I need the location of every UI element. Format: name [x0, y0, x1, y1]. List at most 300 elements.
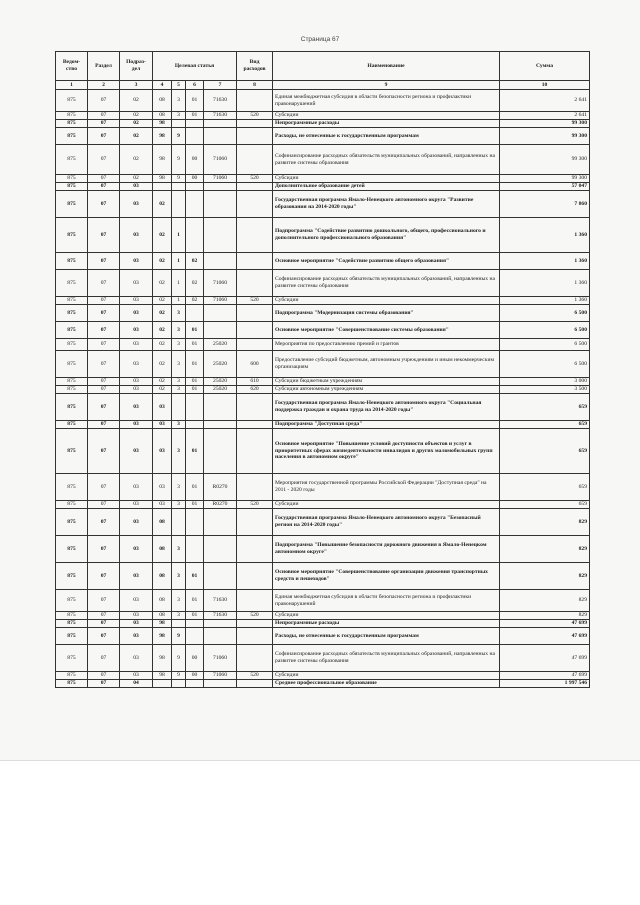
section-cell: 07 [88, 218, 120, 253]
direction-cell: 71060 [204, 645, 237, 672]
activity-cell: 00 [186, 672, 204, 680]
dept-cell: 875 [56, 590, 88, 612]
dept-cell: 875 [56, 612, 88, 620]
name-cell: Государственная программа Ямало-Ненецкого автономного округа "Развитие образования на 2014-2020 годы" [273, 191, 500, 218]
section-cell: 07 [88, 145, 120, 175]
section-cell: 07 [88, 305, 120, 322]
subprogram-cell: 1 [172, 218, 186, 253]
exp-type-cell [237, 620, 273, 628]
col-header-dept: Ведом-ство [56, 52, 88, 81]
exp-type-cell [237, 645, 273, 672]
name-cell: Непрограммные расходы [273, 120, 500, 128]
name-cell: Субсидии [273, 672, 500, 680]
subprogram-cell: 3 [172, 612, 186, 620]
activity-cell: 00 [186, 175, 204, 183]
table-row [56, 322, 590, 339]
name-cell: Субсидии автономным учреждениям [273, 386, 500, 394]
section-cell: 07 [88, 386, 120, 394]
subsection-cell: 03 [120, 378, 153, 386]
subprogram-cell: 9 [172, 145, 186, 175]
subprogram-cell: 3 [172, 536, 186, 563]
table-row [56, 339, 590, 351]
subprogram-cell: 3 [172, 421, 186, 429]
subsection-cell: 03 [120, 563, 153, 590]
subprogram-cell: 3 [172, 90, 186, 112]
exp-type-cell: 520 [237, 297, 273, 305]
name-cell: Государственная программа Ямало-Ненецкого автономного округа "Социальная поддержка граждан и охрана труда на 2014-2020 годы" [273, 394, 500, 421]
amount-cell: 659 [500, 501, 590, 509]
exp-type-cell [237, 191, 273, 218]
activity-cell [186, 305, 204, 322]
direction-cell: R0270 [204, 501, 237, 509]
column-number: 3 [120, 81, 153, 90]
amount-cell: 47 699 [500, 620, 590, 628]
amount-cell: 2 641 [500, 90, 590, 112]
subprogram-cell [172, 680, 186, 688]
amount-cell: 57 047 [500, 183, 590, 191]
amount-cell: 47 699 [500, 645, 590, 672]
subsection-cell: 02 [120, 120, 153, 128]
exp-type-cell [237, 90, 273, 112]
subsection-cell: 03 [120, 645, 153, 672]
section-cell: 07 [88, 339, 120, 351]
col-header-target: Целевая статья [153, 52, 237, 81]
exp-type-cell [237, 120, 273, 128]
subprogram-cell: 3 [172, 563, 186, 590]
exp-type-cell [237, 145, 273, 175]
dept-cell: 875 [56, 191, 88, 218]
subprogram-cell: 3 [172, 351, 186, 378]
exp-type-cell: 610 [237, 378, 273, 386]
section-cell: 07 [88, 620, 120, 628]
column-number: 6 [186, 81, 204, 90]
section-cell: 07 [88, 128, 120, 145]
table-row [56, 612, 590, 620]
direction-cell: 25020 [204, 339, 237, 351]
amount-cell: 2 641 [500, 112, 590, 120]
amount-cell: 6 500 [500, 305, 590, 322]
amount-cell: 99 300 [500, 145, 590, 175]
subprogram-cell: 3 [172, 429, 186, 474]
name-cell: Непрограммные расходы [273, 620, 500, 628]
subprogram-cell: 9 [172, 645, 186, 672]
program-cell: 02 [153, 253, 172, 270]
subprogram-cell [172, 509, 186, 536]
dept-cell: 875 [56, 175, 88, 183]
activity-cell: 01 [186, 339, 204, 351]
subsection-cell: 03 [120, 322, 153, 339]
program-cell: 08 [153, 112, 172, 120]
dept-cell: 875 [56, 183, 88, 191]
dept-cell: 875 [56, 501, 88, 509]
subprogram-cell [172, 183, 186, 191]
activity-cell: 00 [186, 145, 204, 175]
dept-cell: 875 [56, 620, 88, 628]
page-number: Страница 67 [300, 36, 340, 43]
subprogram-cell: 1 [172, 253, 186, 270]
section-cell: 07 [88, 612, 120, 620]
exp-type-cell [237, 563, 273, 590]
section-cell: 07 [88, 429, 120, 474]
program-cell: 03 [153, 474, 172, 501]
subsection-cell: 03 [120, 509, 153, 536]
name-cell: Единая межбюджетная субсидия в области безопасности региона и профилактики правонарушений [273, 590, 500, 612]
subprogram-cell: 3 [172, 339, 186, 351]
activity-cell: 01 [186, 386, 204, 394]
subsection-cell: 03 [120, 297, 153, 305]
activity-cell: 00 [186, 645, 204, 672]
exp-type-cell: 520 [237, 501, 273, 509]
section-cell: 07 [88, 501, 120, 509]
section-cell: 07 [88, 112, 120, 120]
subsection-cell: 03 [120, 253, 153, 270]
exp-type-cell [237, 128, 273, 145]
amount-cell: 659 [500, 394, 590, 421]
direction-cell [204, 305, 237, 322]
activity-cell: 01 [186, 563, 204, 590]
direction-cell: 71060 [204, 672, 237, 680]
dept-cell: 875 [56, 429, 88, 474]
dept-cell: 875 [56, 120, 88, 128]
table-row [56, 509, 590, 536]
dept-cell: 875 [56, 218, 88, 253]
subsection-cell: 02 [120, 90, 153, 112]
column-number: 7 [204, 81, 237, 90]
table-row [56, 394, 590, 421]
table-row [56, 128, 590, 145]
col-header-section: Раздел [88, 52, 120, 81]
name-cell: Субсидии [273, 501, 500, 509]
amount-cell: 6 500 [500, 322, 590, 339]
program-cell: 08 [153, 612, 172, 620]
exp-type-cell [237, 183, 273, 191]
program-cell: 98 [153, 128, 172, 145]
exp-type-cell [237, 590, 273, 612]
amount-cell: 829 [500, 612, 590, 620]
name-cell: Подпрограмма "Доступная среда" [273, 421, 500, 429]
exp-type-cell [237, 680, 273, 688]
name-cell: Основное мероприятие "Совершенствование организации движения транспортных средств и пешеходов" [273, 563, 500, 590]
activity-cell [186, 218, 204, 253]
dept-cell: 875 [56, 112, 88, 120]
subsection-cell: 02 [120, 145, 153, 175]
dept-cell: 875 [56, 339, 88, 351]
subprogram-cell: 9 [172, 672, 186, 680]
amount-cell: 6 500 [500, 351, 590, 378]
subsection-cell: 03 [120, 351, 153, 378]
subsection-cell: 03 [120, 628, 153, 645]
program-cell: 03 [153, 394, 172, 421]
program-cell: 02 [153, 297, 172, 305]
program-cell: 08 [153, 90, 172, 112]
subprogram-cell: 1 [172, 297, 186, 305]
dept-cell: 875 [56, 90, 88, 112]
section-cell: 07 [88, 672, 120, 680]
column-number: 4 [153, 81, 172, 90]
name-cell: Среднее профессиональное образование [273, 680, 500, 688]
subsection-cell: 03 [120, 191, 153, 218]
amount-cell: 47 699 [500, 672, 590, 680]
name-cell: Софинансирование расходных обязательств муниципальных образований, направленных на развитие системы образования [273, 645, 500, 672]
program-cell: 02 [153, 305, 172, 322]
column-number: 1 [56, 81, 88, 90]
program-cell: 98 [153, 645, 172, 672]
activity-cell [186, 509, 204, 536]
name-cell: Субсидии [273, 297, 500, 305]
section-cell: 07 [88, 394, 120, 421]
table-row [56, 270, 590, 297]
subsection-cell: 03 [120, 218, 153, 253]
exp-type-cell: 600 [237, 351, 273, 378]
subsection-cell: 04 [120, 680, 153, 688]
activity-cell: 01 [186, 474, 204, 501]
activity-cell: 02 [186, 253, 204, 270]
header-row [56, 52, 590, 81]
subsection-cell: 03 [120, 305, 153, 322]
subsection-cell: 03 [120, 270, 153, 297]
table-row [56, 563, 590, 590]
activity-cell [186, 620, 204, 628]
program-cell: 02 [153, 378, 172, 386]
amount-cell: 99 300 [500, 128, 590, 145]
subprogram-cell [172, 191, 186, 218]
table-row [56, 120, 590, 128]
table-row [56, 378, 590, 386]
dept-cell: 875 [56, 270, 88, 297]
program-cell: 98 [153, 175, 172, 183]
activity-cell [186, 120, 204, 128]
dept-cell: 875 [56, 421, 88, 429]
direction-cell [204, 253, 237, 270]
subprogram-cell: 9 [172, 128, 186, 145]
subsection-cell: 03 [120, 536, 153, 563]
subsection-cell: 03 [120, 386, 153, 394]
subsection-cell: 03 [120, 421, 153, 429]
dept-cell: 875 [56, 628, 88, 645]
program-cell: 03 [153, 421, 172, 429]
exp-type-cell [237, 339, 273, 351]
program-cell: 98 [153, 628, 172, 645]
direction-cell: R0270 [204, 474, 237, 501]
subsection-cell: 03 [120, 394, 153, 421]
table-row [56, 474, 590, 501]
exp-type-cell [237, 270, 273, 297]
exp-type-cell [237, 509, 273, 536]
program-cell: 03 [153, 429, 172, 474]
name-cell: Предоставление субсидий бюджетным, автономным учреждениям и иным некоммерческим организациям [273, 351, 500, 378]
name-cell: Основное мероприятие "Повышение условий доступности объектов и услуг в приоритетных сферах жизнедеятельности инвалидов и других маломобильных групп населения в автономном округе" [273, 429, 500, 474]
direction-cell: 71060 [204, 270, 237, 297]
col-header-amount: Сумма [500, 52, 590, 81]
section-cell: 07 [88, 628, 120, 645]
subsection-cell: 02 [120, 175, 153, 183]
direction-cell [204, 322, 237, 339]
direction-cell: 71630 [204, 112, 237, 120]
exp-type-cell: 520 [237, 175, 273, 183]
table-row [56, 386, 590, 394]
subsection-cell: 03 [120, 612, 153, 620]
subprogram-cell: 3 [172, 501, 186, 509]
subprogram-cell: 3 [172, 322, 186, 339]
exp-type-cell: 520 [237, 672, 273, 680]
direction-cell [204, 128, 237, 145]
direction-cell [204, 191, 237, 218]
table-row [56, 680, 590, 688]
activity-cell [186, 421, 204, 429]
table-body [56, 90, 590, 688]
dept-cell: 875 [56, 474, 88, 501]
col-header-subsection: Подраз-дел [120, 52, 153, 81]
program-cell: 02 [153, 191, 172, 218]
amount-cell: 659 [500, 474, 590, 501]
section-cell: 07 [88, 253, 120, 270]
name-cell: Расходы, не отнесенные к государственным программам [273, 128, 500, 145]
program-cell: 02 [153, 218, 172, 253]
program-cell: 08 [153, 509, 172, 536]
dept-cell: 875 [56, 563, 88, 590]
exp-type-cell: 520 [237, 112, 273, 120]
activity-cell [186, 680, 204, 688]
activity-cell [186, 628, 204, 645]
exp-type-cell: 620 [237, 386, 273, 394]
dept-cell: 875 [56, 378, 88, 386]
section-cell: 07 [88, 183, 120, 191]
table-row [56, 112, 590, 120]
dept-cell: 875 [56, 322, 88, 339]
subprogram-cell [172, 394, 186, 421]
subprogram-cell: 3 [172, 474, 186, 501]
exp-type-cell [237, 628, 273, 645]
table-row [56, 175, 590, 183]
table-row [56, 145, 590, 175]
subprogram-cell: 1 [172, 270, 186, 297]
activity-cell [186, 128, 204, 145]
table-row [56, 501, 590, 509]
amount-cell: 99 300 [500, 175, 590, 183]
direction-cell [204, 120, 237, 128]
dept-cell: 875 [56, 351, 88, 378]
column-number: 10 [500, 81, 590, 90]
direction-cell [204, 394, 237, 421]
amount-cell: 3 000 [500, 378, 590, 386]
amount-cell: 3 500 [500, 386, 590, 394]
dept-cell: 875 [56, 536, 88, 563]
exp-type-cell [237, 253, 273, 270]
direction-cell [204, 563, 237, 590]
col-header-name: Наименование [273, 52, 500, 81]
program-cell: 08 [153, 563, 172, 590]
dept-cell: 875 [56, 394, 88, 421]
table-row [56, 628, 590, 645]
program-cell: 02 [153, 386, 172, 394]
name-cell: Подпрограмма "Содействие развитию дошкольного, общего, профессионального и дополнительного профессионального образования" [273, 218, 500, 253]
amount-cell: 1 997 546 [500, 680, 590, 688]
activity-cell: 02 [186, 270, 204, 297]
program-cell: 98 [153, 620, 172, 628]
dept-cell: 875 [56, 128, 88, 145]
table-row [56, 672, 590, 680]
section-cell: 07 [88, 421, 120, 429]
direction-cell [204, 509, 237, 536]
activity-cell [186, 183, 204, 191]
direction-cell [204, 536, 237, 563]
program-cell [153, 680, 172, 688]
table-row [56, 218, 590, 253]
activity-cell [186, 191, 204, 218]
activity-cell: 01 [186, 378, 204, 386]
table-row [56, 297, 590, 305]
section-cell: 07 [88, 322, 120, 339]
section-cell: 07 [88, 378, 120, 386]
activity-cell: 01 [186, 590, 204, 612]
program-cell: 02 [153, 322, 172, 339]
amount-cell: 1 360 [500, 297, 590, 305]
name-cell: Подпрограмма "Модернизация системы образования" [273, 305, 500, 322]
table-row [56, 620, 590, 628]
amount-cell: 659 [500, 429, 590, 474]
section-cell: 07 [88, 536, 120, 563]
dept-cell: 875 [56, 680, 88, 688]
subsection-cell: 03 [120, 474, 153, 501]
subprogram-cell: 9 [172, 175, 186, 183]
activity-cell: 01 [186, 112, 204, 120]
section-cell: 07 [88, 120, 120, 128]
activity-cell: 01 [186, 612, 204, 620]
name-cell: Основное мероприятие "Содействие развитию общего образования" [273, 253, 500, 270]
exp-type-cell [237, 536, 273, 563]
subprogram-cell [172, 620, 186, 628]
direction-cell [204, 421, 237, 429]
name-cell: Подпрограмма "Повышение безопасности дорожного движения в Ямало-Ненецком автономном округе" [273, 536, 500, 563]
exp-type-cell [237, 474, 273, 501]
program-cell: 02 [153, 270, 172, 297]
program-cell: 08 [153, 590, 172, 612]
activity-cell: 01 [186, 322, 204, 339]
name-cell: Мероприятия по предоставлению премий и грантов [273, 339, 500, 351]
section-cell: 07 [88, 175, 120, 183]
direction-cell [204, 218, 237, 253]
exp-type-cell [237, 305, 273, 322]
column-number: 2 [88, 81, 120, 90]
table-row [56, 191, 590, 218]
program-cell: 02 [153, 339, 172, 351]
activity-cell: 01 [186, 90, 204, 112]
section-cell: 07 [88, 351, 120, 378]
table-row [56, 351, 590, 378]
column-number: 8 [237, 81, 273, 90]
program-cell: 98 [153, 145, 172, 175]
subsection-cell: 03 [120, 501, 153, 509]
name-cell: Расходы, не отнесенные к государственным программам [273, 628, 500, 645]
subprogram-cell: 3 [172, 305, 186, 322]
table-row [56, 536, 590, 563]
name-cell: Субсидии [273, 612, 500, 620]
direction-cell: 71060 [204, 175, 237, 183]
section-cell: 07 [88, 509, 120, 536]
exp-type-cell [237, 429, 273, 474]
dept-cell: 875 [56, 297, 88, 305]
direction-cell [204, 628, 237, 645]
subprogram-cell: 3 [172, 378, 186, 386]
name-cell: Мероприятия государственной программы Российской Федерации "Доступная среда" на 2011 - 2020 годы [273, 474, 500, 501]
subprogram-cell: 3 [172, 112, 186, 120]
direction-cell [204, 680, 237, 688]
name-cell: Субсидии [273, 112, 500, 120]
amount-cell: 659 [500, 421, 590, 429]
table-row [56, 253, 590, 270]
column-number-row [56, 81, 590, 90]
direction-cell: 25020 [204, 351, 237, 378]
